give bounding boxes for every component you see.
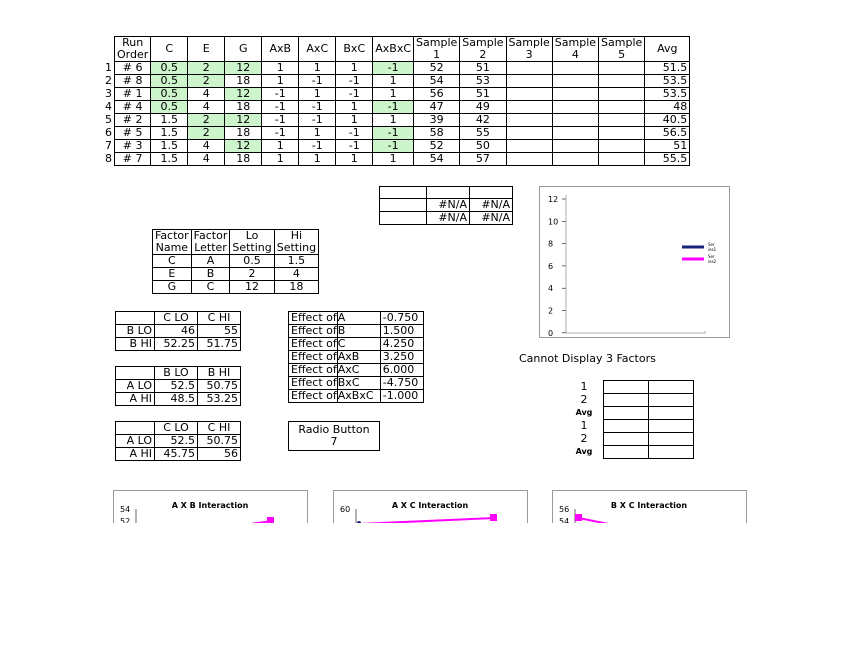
radio-button-value: 7 — [289, 436, 380, 451]
abc-cell: -1 — [373, 62, 414, 75]
column-header: Sample 4 — [552, 37, 598, 62]
sample-cell — [599, 62, 645, 75]
column-header: C — [151, 37, 188, 62]
g-cell: 18 — [225, 75, 262, 88]
sample-cell — [599, 140, 645, 153]
factor-cell: 12 — [230, 281, 274, 294]
sample-cell: 54 — [414, 153, 460, 166]
sample-cell — [506, 88, 552, 101]
na-cell — [427, 187, 470, 199]
bc-cell: 1 — [336, 62, 373, 75]
factor-cell: 1.5 — [274, 255, 318, 268]
column-header: Sample 2 — [460, 37, 506, 62]
c-cell: 1.5 — [151, 127, 188, 140]
column-header: Sample 3 — [506, 37, 552, 62]
effect-label: Effect of — [289, 338, 338, 351]
side-row-label: 2 — [580, 393, 588, 406]
run-order-cell: # 5 — [115, 127, 151, 140]
value-cell: 52.5 — [155, 380, 198, 393]
effect-value: -1.000 — [380, 390, 423, 403]
effect-value: -0.750 — [380, 312, 423, 325]
c-cell: 1.5 — [151, 140, 188, 153]
avg-cell: 53.5 — [645, 88, 690, 101]
ab-cell: -1 — [262, 127, 299, 140]
ac-cell: -1 — [299, 114, 336, 127]
g-cell: 18 — [225, 153, 262, 166]
sample-cell — [506, 153, 552, 166]
side-row-label: 1 — [580, 380, 588, 393]
side-row-label: Avg — [575, 408, 593, 417]
effect-factor: AxB — [337, 351, 380, 364]
col-header: B HI — [198, 367, 241, 380]
value-cell: 53.25 — [198, 393, 241, 406]
factor-header: Factor Letter — [191, 230, 230, 255]
sample-cell — [552, 101, 598, 114]
factor-cell: A — [191, 255, 230, 268]
sample-cell — [552, 75, 598, 88]
run-order-cell: # 1 — [115, 88, 151, 101]
ab-cell: 1 — [262, 62, 299, 75]
effects-table — [288, 311, 424, 403]
run-order-cell: # 3 — [115, 140, 151, 153]
run-order-cell: # 7 — [115, 153, 151, 166]
value-cell: 55 — [198, 325, 241, 338]
e-cell: 4 — [188, 88, 225, 101]
effect-label: Effect of — [289, 390, 338, 403]
side-row-label: 2 — [580, 432, 588, 445]
bc-cell: -1 — [336, 127, 373, 140]
table-row — [103, 88, 690, 101]
design-matrix-table — [103, 36, 690, 166]
avg-cell: 53.5 — [645, 75, 690, 88]
run-order-cell: # 6 — [115, 62, 151, 75]
sample-cell — [599, 153, 645, 166]
effect-value: 1.500 — [380, 325, 423, 338]
side-cell — [604, 381, 649, 394]
sample-cell — [599, 75, 645, 88]
sample-cell: 55 — [460, 127, 506, 140]
sample-cell — [506, 140, 552, 153]
ab-cell: -1 — [262, 114, 299, 127]
side-cell — [649, 394, 694, 407]
y-tick-label: 0 — [548, 328, 554, 337]
g-cell: 12 — [225, 140, 262, 153]
c-cell: 0.5 — [151, 75, 188, 88]
side-row-label: 1 — [580, 419, 588, 432]
sample-cell: 49 — [460, 101, 506, 114]
value-cell: 56 — [198, 448, 241, 461]
col-header: C HI — [198, 422, 241, 435]
factor-header: Lo Setting — [230, 230, 274, 255]
y-tick-label: 8 — [548, 239, 554, 249]
avg-cell: 51.5 — [645, 62, 690, 75]
sample-cell: 58 — [414, 127, 460, 140]
cannot-display-note: Cannot Display 3 Factors — [519, 352, 656, 365]
run-order-cell: # 2 — [115, 114, 151, 127]
radio-button-box[interactable] — [288, 421, 380, 451]
effect-label: Effect of — [289, 312, 338, 325]
abc-cell: 1 — [373, 153, 414, 166]
sample-cell — [506, 75, 552, 88]
col-header: B LO — [155, 367, 198, 380]
na-cell — [380, 199, 427, 212]
sample-cell: 47 — [414, 101, 460, 114]
abc-cell: -1 — [373, 101, 414, 114]
sample-cell — [599, 101, 645, 114]
value-cell: 45.75 — [155, 448, 198, 461]
c-cell: 1.5 — [151, 114, 188, 127]
g-cell: 12 — [225, 114, 262, 127]
sample-cell: 51 — [460, 62, 506, 75]
effect-factor: AxBxC — [337, 390, 380, 403]
side-cell — [604, 433, 649, 446]
series-marker — [490, 514, 497, 521]
side-cell — [604, 420, 649, 433]
na-cell: #N/A — [470, 212, 513, 225]
e-cell: 2 — [188, 75, 225, 88]
corner-cell — [116, 422, 155, 435]
column-header: BxC — [336, 37, 373, 62]
e-cell: 4 — [188, 101, 225, 114]
run-order-cell: # 8 — [115, 75, 151, 88]
c-cell: 0.5 — [151, 101, 188, 114]
na-cell: #N/A — [470, 199, 513, 212]
column-header: Sample 5 — [599, 37, 645, 62]
row-header: A HI — [116, 393, 155, 406]
small-line-chart — [539, 186, 730, 338]
column-header: AxC — [299, 37, 336, 62]
c-cell: 0.5 — [151, 88, 188, 101]
factor-table — [152, 229, 319, 294]
sample-cell — [599, 127, 645, 140]
y-tick-label: 4 — [548, 284, 554, 294]
chart-title: A X B Interaction — [171, 501, 249, 510]
side-cell — [649, 433, 694, 446]
ac-cell: 1 — [299, 127, 336, 140]
bc-cell: -1 — [336, 88, 373, 101]
sample-cell — [552, 114, 598, 127]
ac-cell: 1 — [299, 62, 336, 75]
abc-cell: 1 — [373, 114, 414, 127]
bc-cell: 1 — [336, 101, 373, 114]
row-number: 2 — [105, 74, 112, 87]
sample-cell: 52 — [414, 140, 460, 153]
row-header: A LO — [116, 380, 155, 393]
value-cell: 51.75 — [198, 338, 241, 351]
y-tick-label: 10 — [548, 217, 559, 227]
ac-interaction-chart — [333, 490, 528, 523]
column-header: AxBxC — [373, 37, 414, 62]
effect-factor: BxC — [337, 377, 380, 390]
sample-cell — [506, 101, 552, 114]
side-cell — [649, 407, 694, 420]
side-avg-table — [565, 380, 694, 459]
chart-title: A X C Interaction — [391, 501, 469, 510]
effect-value: 4.250 — [380, 338, 423, 351]
bc-cell: 1 — [336, 114, 373, 127]
factor-header: Hi Setting — [274, 230, 318, 255]
na-cell — [380, 187, 427, 199]
column-header: AxB — [262, 37, 299, 62]
legend-label: ies2 — [708, 259, 717, 264]
value-cell: 46 — [155, 325, 198, 338]
corner-cell — [116, 312, 155, 325]
g-cell: 18 — [225, 101, 262, 114]
ab-cell: 1 — [262, 75, 299, 88]
abc-cell: 1 — [373, 75, 414, 88]
y-tick-label: 6 — [548, 261, 554, 271]
bc-cell: -1 — [336, 75, 373, 88]
series-line — [360, 518, 494, 523]
sample-cell: 53 — [460, 75, 506, 88]
col-header: C LO — [155, 312, 198, 325]
two-way-table-bc — [115, 311, 241, 351]
side-row-label: Avg — [575, 447, 593, 456]
row-number: 6 — [105, 126, 112, 139]
column-header: E — [188, 37, 225, 62]
row-number: 4 — [105, 100, 112, 113]
effect-label: Effect of — [289, 351, 338, 364]
effect-value: -4.750 — [380, 377, 423, 390]
sample-cell — [552, 127, 598, 140]
sample-cell: 56 — [414, 88, 460, 101]
row-header: A HI — [116, 448, 155, 461]
factor-cell: 0.5 — [230, 255, 274, 268]
sample-cell — [552, 153, 598, 166]
y-tick-label: 60 — [340, 505, 351, 514]
col-header: C HI — [198, 312, 241, 325]
side-cell — [604, 394, 649, 407]
effect-factor: A — [337, 312, 380, 325]
radio-button-label: Radio Button — [289, 422, 380, 437]
table-row — [103, 114, 690, 127]
ac-cell: -1 — [299, 75, 336, 88]
effect-label: Effect of — [289, 325, 338, 338]
series-marker — [267, 517, 274, 523]
e-cell: 4 — [188, 153, 225, 166]
factor-header: Factor Name — [153, 230, 192, 255]
row-header: B HI — [116, 338, 155, 351]
e-cell: 2 — [188, 62, 225, 75]
effect-factor: AxC — [337, 364, 380, 377]
effect-label: Effect of — [289, 377, 338, 390]
bc-cell: 1 — [336, 153, 373, 166]
table-row — [103, 153, 690, 166]
sample-cell: 39 — [414, 114, 460, 127]
effect-value: 6.000 — [380, 364, 423, 377]
sample-cell — [599, 88, 645, 101]
column-header: Avg — [645, 37, 690, 62]
table-row — [103, 140, 690, 153]
na-table — [379, 186, 513, 225]
legend-label: Ser — [708, 242, 715, 247]
ac-cell: -1 — [299, 140, 336, 153]
value-cell: 52.5 — [155, 435, 198, 448]
factor-cell: G — [153, 281, 192, 294]
e-cell: 4 — [188, 140, 225, 153]
legend-label: Ser — [708, 254, 715, 259]
table-row — [103, 127, 690, 140]
ab-interaction-chart — [113, 490, 308, 523]
table-row — [103, 75, 690, 88]
two-way-table-ac — [115, 421, 241, 461]
side-cell — [604, 446, 649, 459]
ac-cell: 1 — [299, 153, 336, 166]
row-header: A LO — [116, 435, 155, 448]
effect-factor: C — [337, 338, 380, 351]
run-order-cell: # 4 — [115, 101, 151, 114]
column-header: Sample 1 — [414, 37, 460, 62]
row-number: 8 — [105, 152, 112, 165]
y-tick-label: 56 — [559, 505, 570, 514]
factor-cell: B — [191, 268, 230, 281]
corner-cell — [116, 367, 155, 380]
y-tick-label: 12 — [548, 195, 559, 204]
side-cell — [604, 407, 649, 420]
sample-cell — [506, 114, 552, 127]
ab-cell: -1 — [262, 88, 299, 101]
factor-cell: C — [153, 255, 192, 268]
g-cell: 12 — [225, 62, 262, 75]
na-cell: #N/A — [427, 199, 470, 212]
bc-interaction-chart — [552, 490, 747, 523]
row-header: B LO — [116, 325, 155, 338]
value-cell: 50.75 — [198, 435, 241, 448]
row-number: 7 — [105, 139, 112, 152]
side-cell — [649, 381, 694, 394]
value-cell: 50.75 — [198, 380, 241, 393]
y-tick-label: 52 — [120, 517, 131, 523]
factor-cell: 18 — [274, 281, 318, 294]
sample-cell — [552, 62, 598, 75]
sample-cell — [506, 127, 552, 140]
axis — [566, 195, 705, 333]
row-number-header — [103, 37, 115, 62]
column-header: G — [225, 37, 262, 62]
value-cell: 48.5 — [155, 393, 198, 406]
abc-cell: 1 — [373, 88, 414, 101]
legend-label: ies1 — [708, 247, 717, 252]
abc-cell: -1 — [373, 127, 414, 140]
abc-cell: -1 — [373, 140, 414, 153]
sample-cell: 57 — [460, 153, 506, 166]
avg-cell: 55.5 — [645, 153, 690, 166]
bc-cell: -1 — [336, 140, 373, 153]
series-line — [579, 518, 613, 523]
ab-cell: 1 — [262, 140, 299, 153]
series-marker — [575, 514, 582, 521]
y-tick-label: 54 — [120, 505, 131, 514]
na-cell: #N/A — [427, 212, 470, 225]
factor-cell: E — [153, 268, 192, 281]
avg-cell: 48 — [645, 101, 690, 114]
factor-cell: C — [191, 281, 230, 294]
e-cell: 2 — [188, 114, 225, 127]
c-cell: 1.5 — [151, 153, 188, 166]
side-cell — [649, 420, 694, 433]
value-cell: 52.25 — [155, 338, 198, 351]
ac-cell: 1 — [299, 88, 336, 101]
sample-cell — [552, 88, 598, 101]
sample-cell: 52 — [414, 62, 460, 75]
c-cell: 0.5 — [151, 62, 188, 75]
sample-cell: 50 — [460, 140, 506, 153]
avg-cell: 56.5 — [645, 127, 690, 140]
table-row — [103, 62, 690, 75]
row-number: 1 — [105, 61, 112, 74]
chart-title: B X C Interaction — [610, 501, 688, 510]
factor-cell: 4 — [274, 268, 318, 281]
table-row — [103, 101, 690, 114]
two-way-table-ab — [115, 366, 241, 406]
na-cell — [470, 187, 513, 199]
sample-cell: 54 — [414, 75, 460, 88]
row-number: 3 — [105, 87, 112, 100]
sample-cell — [506, 62, 552, 75]
g-cell: 12 — [225, 88, 262, 101]
effect-factor: B — [337, 325, 380, 338]
ac-cell: -1 — [299, 101, 336, 114]
series-marker — [357, 521, 361, 523]
sample-cell — [599, 114, 645, 127]
factor-cell: 2 — [230, 268, 274, 281]
side-cell — [649, 446, 694, 459]
avg-cell: 40.5 — [645, 114, 690, 127]
ab-cell: -1 — [262, 101, 299, 114]
y-tick-label: 54 — [559, 517, 570, 523]
g-cell: 18 — [225, 127, 262, 140]
effect-label: Effect of — [289, 364, 338, 377]
y-tick-label: 2 — [548, 306, 554, 316]
avg-cell: 51 — [645, 140, 690, 153]
sample-cell — [552, 140, 598, 153]
col-header: C LO — [155, 422, 198, 435]
e-cell: 2 — [188, 127, 225, 140]
ab-cell: 1 — [262, 153, 299, 166]
sample-cell: 42 — [460, 114, 506, 127]
sample-cell: 51 — [460, 88, 506, 101]
effect-value: 3.250 — [380, 351, 423, 364]
row-number: 5 — [105, 113, 112, 126]
column-header: Run Order — [115, 37, 151, 62]
na-cell — [380, 212, 427, 225]
